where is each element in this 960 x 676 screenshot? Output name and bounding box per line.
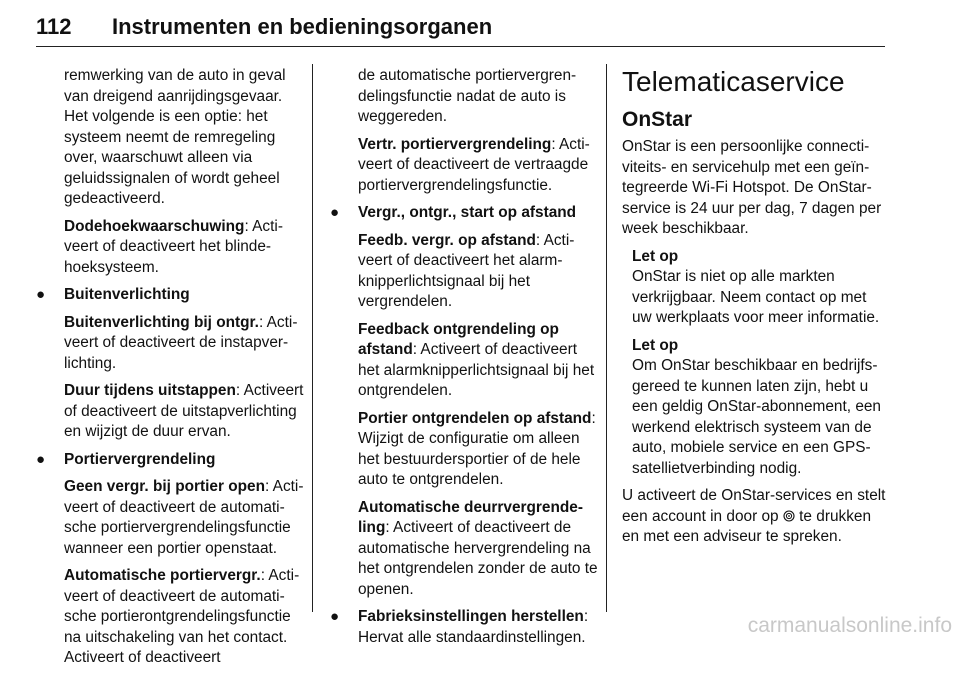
- paragraph: Dodehoekwaarschuwing: Activeert of deactiveert het blindehoeksysteem.: [64, 217, 283, 276]
- header-rule: [36, 46, 885, 47]
- paragraph: Portier ontgrendelen op afstand: Wijzigt de configuratie om alleen het bestuurdersportier of de hele auto te ontgrendelen.: [358, 409, 596, 488]
- note-text: Om OnStar beschikbaar en bedrijfsgereed te kunnen laten zijn, hebt u een geldig OnStar-abonnement, een werkend elektrisch systeem van de auto, mobiele service en een GPS-satellietverbinding nodig.: [632, 357, 881, 477]
- note-box: [622, 247, 890, 329]
- note-label: Let op: [632, 336, 679, 354]
- paragraph: Buitenverlichting bij ontgr.: Activeert of deactiveert de instapverlichting.: [64, 313, 298, 372]
- page-title: Instrumenten en bedieningsorganen: [112, 14, 493, 39]
- setting-term: Dodehoekwaarschuwing: [64, 217, 245, 235]
- note-label: Let op: [632, 247, 679, 265]
- bullet-icon: ●: [330, 608, 340, 625]
- paragraph: de automatische portiervergrendelingsfunctie nadat de auto is weggereden.: [358, 67, 577, 125]
- column-1: [36, 66, 304, 676]
- section-title: Telematicaservice: [622, 66, 845, 97]
- list-heading: Portiervergrendeling: [64, 450, 216, 468]
- paragraph: Automatische deurrvergrendeling: Activeert of deactiveert de automatische hervergrendeling na het ontgrendelen zonder de auto te openen.: [358, 498, 598, 598]
- column-2: [330, 66, 598, 655]
- list-heading: Buitenverlichting: [64, 286, 190, 303]
- bullet-icon: ●: [330, 204, 340, 221]
- column-divider-1: [312, 64, 313, 612]
- list-item: [36, 285, 304, 443]
- page-number: 112: [36, 14, 72, 39]
- paragraph: OnStar is een persoonlijke connectiviteits- en servicehulp met een geïntegreerde Wi-Fi Hotspot. De OnStar-service is 24 uur per dag, 7 dagen per week beschikbaar.: [622, 138, 882, 237]
- onstar-button-icon: [783, 510, 795, 522]
- paragraph: remwerking van de auto in geval van dreigend aanrijdingsgevaar. Het volgende is een optie: het systeem neemt de remregeling over, waarschuwt alleen via geluidssignalen of wordt geheel gedeactiveerd.: [64, 67, 286, 207]
- column-3: [622, 66, 890, 555]
- watermark: carmanualsonline.info: [747, 614, 952, 637]
- paragraph: Vertr. portiervergrendeling: Activeert of deactiveert de vertraagde portiervergrendelingsfunctie.: [358, 135, 590, 194]
- note-text: OnStar is niet op alle markten verkrijgbaar. Neem contact op met uw werkplaats voor meer informatie.: [632, 268, 880, 326]
- paragraph: Feedback ontgrendeling op afstand: Activeert of deactiveert het alarmknipperlichtsignaal bij het ontgrendelen.: [358, 320, 595, 399]
- page-header: [0, 0, 960, 48]
- list-item: [330, 203, 598, 600]
- note-box: [622, 336, 890, 480]
- paragraph: Feedb. vergr. op afstand: Activeert of deactiveert het alarmknipperlichtsignaal bij het vergrendelen.: [358, 231, 575, 310]
- list-heading: Vergr., ontgr., start op afstand: [358, 204, 577, 221]
- column-divider-2: [606, 64, 607, 612]
- paragraph: Automatische portiervergr.: Activeert of deactiveert de automatische portierontgrendelingsfunctie na uitschakeling van het contact. Activeert of deactiveert: [64, 567, 300, 666]
- paragraph: Duur tijdens uitstappen: Activeert of deactiveert de uitstapverlichting en wijzigt de duur ervan.: [64, 382, 304, 440]
- bullet-icon: ●: [36, 286, 46, 303]
- paragraph: Geen vergr. bij portier open: Activeert of deactiveert de automatische portiervergrendelingsfunctie wanneer een portier openstaat.: [64, 478, 304, 557]
- subsection-title: OnStar: [622, 108, 693, 131]
- paragraph: Fabrieksinstellingen herstellen: Hervat alle standaardinstellingen.: [358, 608, 589, 646]
- paragraph: U activeert de OnStar-services en stelt een account in door op te drukken en met een adviseur te spreken.: [622, 487, 886, 545]
- list-item: [36, 450, 304, 669]
- bullet-icon: ●: [36, 450, 46, 468]
